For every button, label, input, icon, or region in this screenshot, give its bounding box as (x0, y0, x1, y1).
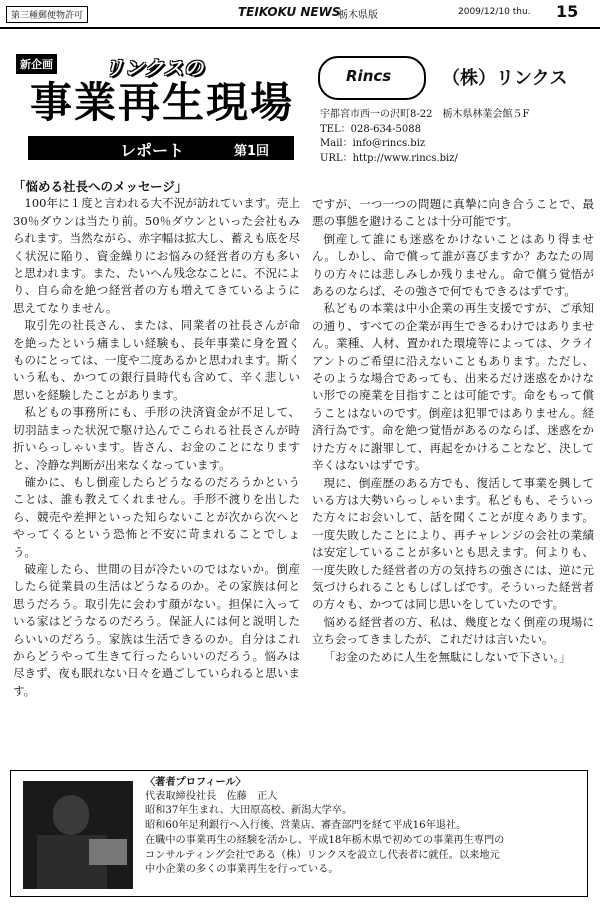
profile-line: 昭和60年足利銀行へ入行後、営業店、審査部門を経て平成16年退社。 (145, 820, 467, 832)
article-heading: 「悩める社長へのメッセージ」 (13, 179, 188, 194)
newspaper-name: TEIKOKU NEWS (238, 5, 341, 19)
postal-permit: 第三種郵便物許可 (6, 6, 88, 23)
company-mail[interactable]: Mail：info@rincs.biz (320, 138, 426, 149)
logo-text: Rincs (346, 67, 392, 85)
article-column-1 (13, 178, 300, 700)
paragraph: 現に、倒産歴のある方でも、復活して事業を興している方は大勢いらっしゃいます。私どもも、そういった方々にお会いして、話を聞くことが度々あります。一度失敗したことにより、再チャレンジの会社の業績は安定していることが多いとも思えます。何よりも、一度失敗した経営者の方の気持ちの強さには、逆に元気づけられることもしばしばです。そういった経営者の方々も、かつては同じ思いをしていたのです。 (312, 475, 594, 612)
report-bar (28, 136, 294, 160)
issue-number: 第1回 (234, 144, 270, 159)
paragraph: 悩める経営者の方、私は、幾度となく倒産の現場に立ち会ってきましたが、これだけは言いたい。 (312, 614, 594, 647)
profile-line: 中小企業の多くの事業再生を行っている。 (145, 864, 339, 876)
profile-title: 〈著者プロフィール〉 (145, 776, 246, 788)
company-logo (318, 56, 426, 100)
profile-line: 代表取締役社長 佐藤 正人 (145, 790, 278, 802)
series-title-block (16, 50, 306, 170)
profile-line: 在職中の事業再生の経験を活かし、平成18年栃木県で初めての事業再生専門の (145, 834, 505, 846)
paragraph: 私どもの本業は中小企業の再生支援ですが、ご承知の通り、すべての企業が再生できるわけではありません。業種、人材、置かれた環境等によっては、クライアントのご希望に沿えないこともあります。ただし、そのような場合であっても、出来るだけ迷惑をかけない形での廃業を目指すことは可能です。命をもって償うことはないのです。倒産は犯罪ではありません。経済行為です。命を絶つ覚悟があるのならば、迷惑をかけた方々に謝罪して、再起をかけることなど、決して辛くはないはずです。 (312, 301, 594, 473)
paragraph: 私どもの事務所にも、手形の決済資金が不足して、切羽詰まった状況で駆け込んでこられる社長さんが時折いらっしゃいます。皆さん、お金のことになりますと、冷静な判断が出来なくなっています。 (13, 405, 300, 472)
author-profile-box (10, 770, 588, 897)
report-label: レポート (120, 141, 185, 160)
series-main-title: 事業再生現場 (30, 78, 295, 127)
profile-line: 昭和37年生まれ、大田原高校、新潟大学卒。 (145, 805, 353, 817)
company-info-box (312, 50, 580, 162)
company-contact (320, 108, 529, 166)
new-series-badge: 新企画 (16, 54, 57, 74)
profile-line: コンサルティング会社である（株）リンクスを設立し代表者に就任。以来地元 (145, 849, 500, 861)
article-column-2 (312, 196, 594, 666)
paragraph: 100年に１度と言われる大不況が訪れています。売上30％ダウンは当たり前。50％ダウンといった会社もみられます。当然ながら、赤字幅は拡大し、蓄えも底を尽く状況に陥り、資金繰りにお悩みの経営者の方も多いと思われます。また、たいへん残念なことに、不況により、自ら命を絶つ経営者の方も増えてきているように思えてなりません。 (13, 196, 300, 315)
paragraph: 倒産して誰にも迷惑をかけないことはあり得ません。しかし、命で償って誰が喜びますか？あなたの周りの方々には悲しみしか残りません。命で償う覚悟があるのならば、その強さで何でもできるはずです。 (312, 231, 594, 299)
company-tel: TEL：028-634-5088 (320, 123, 421, 135)
issue-date: 2009/12/10 thu. (458, 7, 531, 17)
author-photo (23, 781, 133, 889)
edition-label: 栃木県版 (338, 10, 378, 21)
paragraph: 取引先の社長さん、または、同業者の社長さんが命を絶ったという痛ましい経験も、長年事業に身を置くものにとっては、一度や二度あるかと思われます。斯くいう私も、かつての銀行員時代も含めて、辛く悲しい思いを経験したことがあります。 (13, 318, 300, 402)
company-url[interactable]: URL：http://www.rincs.biz/ (320, 152, 458, 164)
paragraph: ですが、一つ一つの問題に真摯に向き合うことで、最悪の事態を避けることは十分可能です。 (312, 197, 594, 229)
paragraph: 破産したら、世間の目が冷たいのではないか。倒産したら従業員の生活はどうなるのか。その家族は何と思うだろう。取引先に会わす顔がない。担保に入っている家はどうなるのだろう。保証人には何と説明したらいいのだろう。家族は生活できるのか。自分はこれからどうやって生きて行ったらいいのだろう。悩みは尽きず、夜も眠れない日々を過ごしていられると思います。 (13, 561, 300, 698)
series-kana-title: リンクスの (104, 56, 204, 80)
page-number: 15 (556, 2, 579, 21)
company-address: 宇都宮市西一の沢町8-22 栃木県林業会館５F (320, 109, 530, 120)
page-header (0, 0, 600, 29)
company-name: （株）リンクス (442, 68, 568, 89)
paragraph: 確かに、もし倒産したらどうなるのだろうかということは、誰も教えてくれません。手形不渡りを出したら、競売や差押といった知らないことが次から次へとやってくるという恐怖と不安に苛まれることでしょう。 (13, 474, 300, 559)
author-profile-text (145, 775, 581, 878)
closing-quote: 「お金のために人生を無駄にしないで下さい。」 (323, 649, 571, 664)
